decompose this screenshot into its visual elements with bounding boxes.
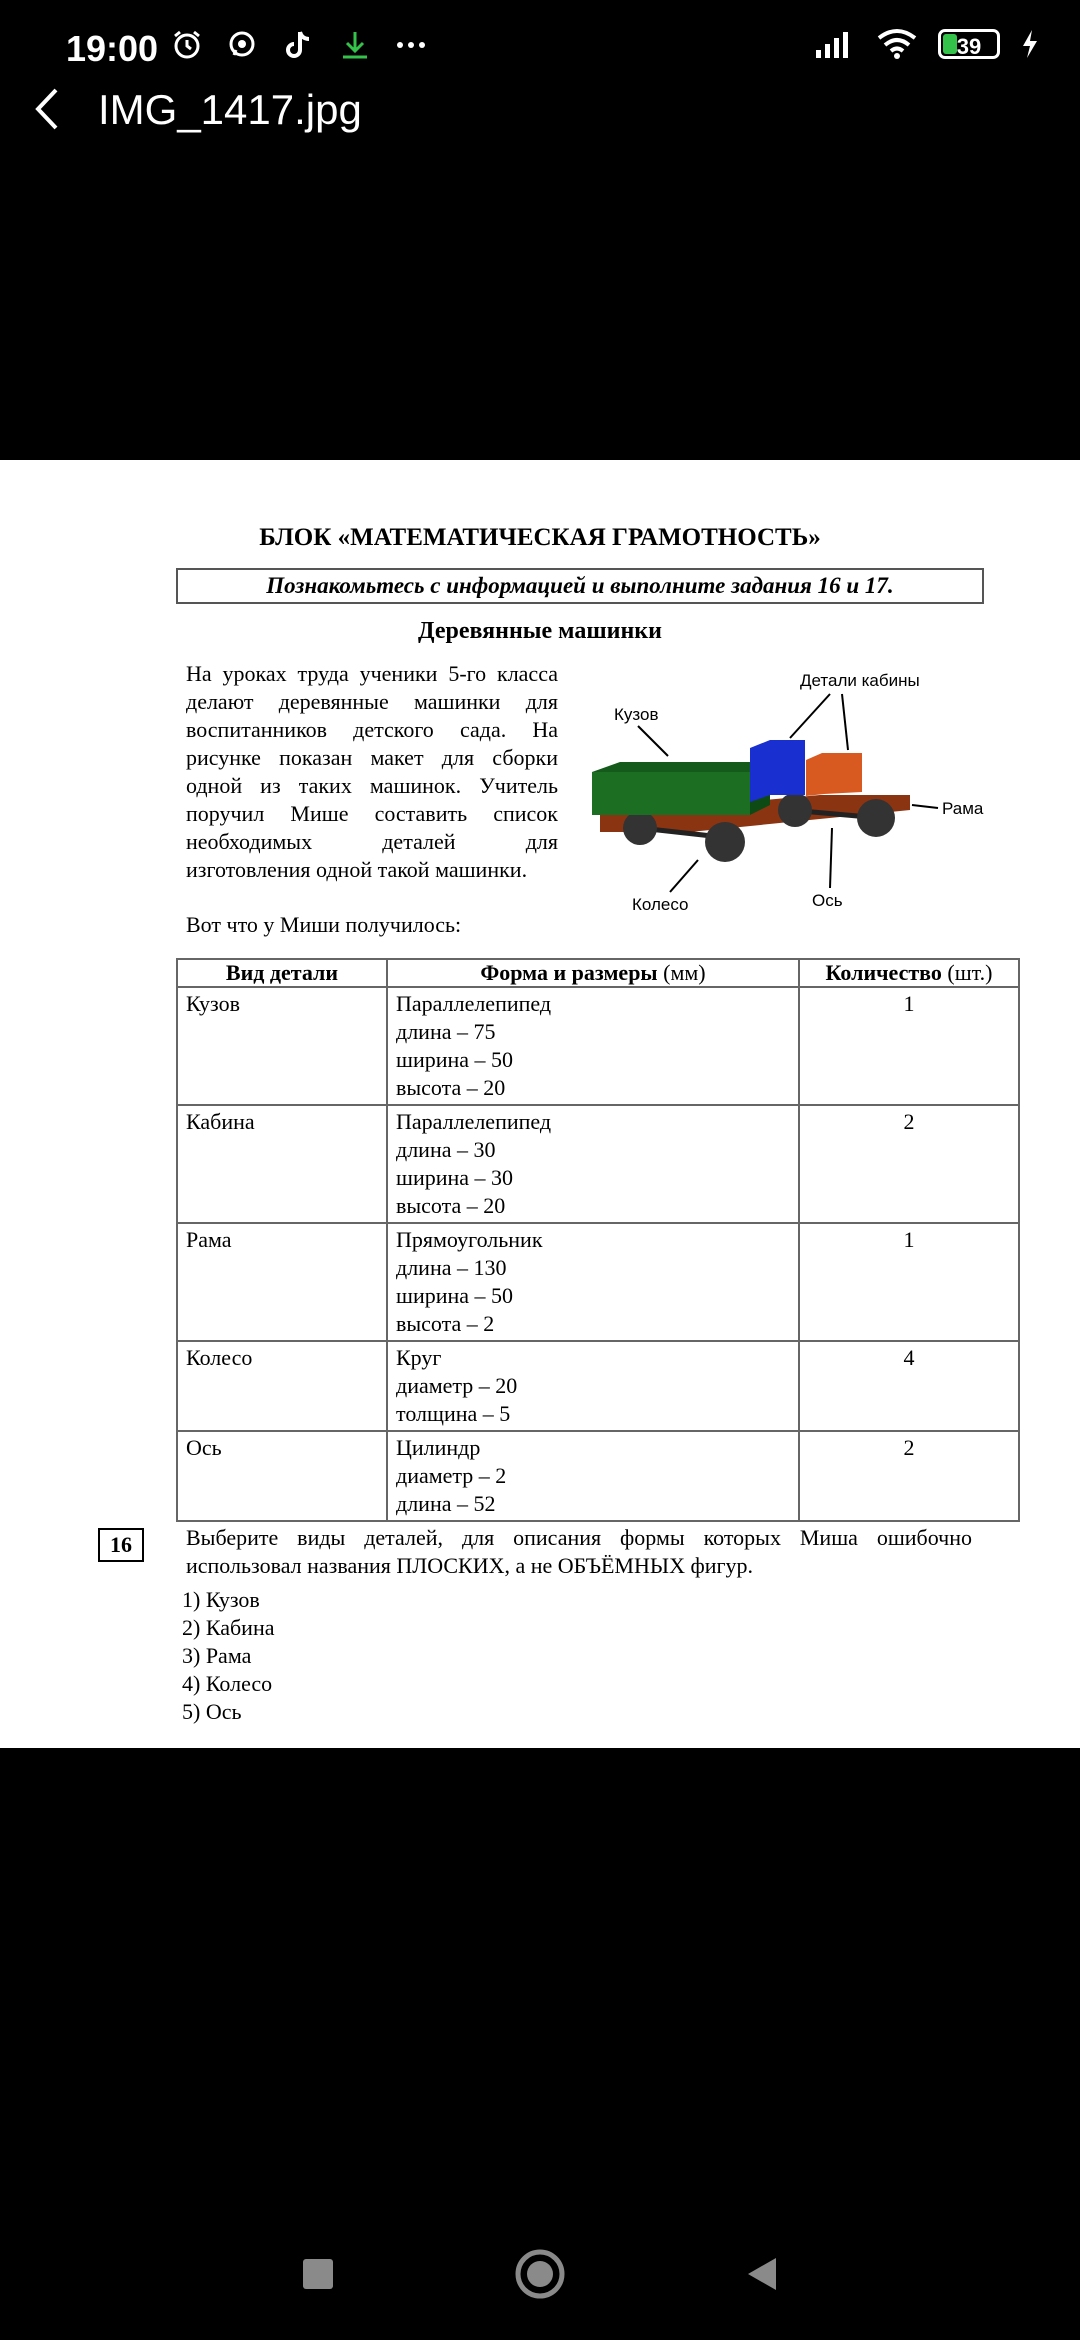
part-name: Кузов [177, 987, 387, 1105]
table-row [177, 987, 1019, 1105]
alarm-icon [170, 28, 204, 62]
cabin-orange [806, 753, 862, 796]
recents-button[interactable] [288, 2244, 348, 2304]
answer-option: 5) Ось [182, 1699, 242, 1724]
part-qty: 1 [799, 1223, 1019, 1341]
body-top [592, 762, 770, 772]
system-icons [814, 28, 1040, 60]
question-text: Выберите виды деталей, для описания формы которых Миша ошибочно использовал названия ПЛОСКИХ, а не ОБЪЁМНЫХ фигур. [186, 1525, 972, 1578]
car-figure [580, 660, 1010, 930]
part-qty: 1 [799, 987, 1019, 1105]
viewer-header [0, 80, 1080, 142]
intro-box: Познакомьтесь с информацией и выполните задания 16 и 17. [176, 568, 984, 604]
more-icon [394, 28, 428, 62]
part-shape: Прямоугольник длина – 130 ширина – 50 высота – 2 [387, 1223, 799, 1341]
answer-option: 2) Кабина [182, 1615, 275, 1640]
download-icon [338, 28, 372, 62]
wheel [705, 822, 745, 862]
label-frame: Рама [942, 799, 984, 818]
battery-icon [938, 29, 1000, 59]
label-pointer [842, 694, 848, 750]
answer-options [182, 1586, 274, 1726]
question-number: 16 [98, 1528, 144, 1562]
part-qty: 2 [799, 1431, 1019, 1521]
answer-option: 3) Рама [182, 1643, 252, 1668]
back-button[interactable] [28, 84, 68, 134]
table-header-row [177, 959, 1019, 987]
header-type: Вид детали [177, 959, 387, 987]
section-title: Деревянные машинки [418, 618, 662, 644]
part-shape: Круг диаметр – 20 толщина – 5 [387, 1341, 799, 1431]
charging-icon [1020, 28, 1040, 60]
navigation-bar [0, 2220, 1080, 2330]
label-wheel: Колесо [632, 895, 689, 914]
circle-icon [510, 2244, 570, 2304]
status-time: 19:00 [66, 28, 159, 69]
label-pointer [830, 828, 832, 888]
result-intro: Вот что у Миши получилось: [186, 912, 462, 937]
block-title: БЛОК «МАТЕМАТИЧЕСКАЯ ГРАМОТНОСТЬ» [259, 524, 821, 551]
square-icon [288, 2244, 348, 2304]
part-name: Ось [177, 1431, 387, 1521]
label-pointer [670, 860, 698, 892]
part-qty: 2 [799, 1105, 1019, 1223]
triangle-back-icon [732, 2244, 792, 2304]
part-shape: Параллелепипед длина – 75 ширина – 50 высота – 20 [387, 987, 799, 1105]
label-pointer [638, 726, 668, 756]
cabin-blue [750, 740, 805, 802]
wheel [778, 793, 812, 827]
intro-paragraph: На уроках труда ученики 5-го класса делают деревянные машинки для воспитанников детского сада. На рисунке показан макет для сборки одной из таких машинок. Учитель поручил Мише составить список необходимых деталей для изготовления одной такой машинки. [186, 661, 558, 882]
label-axle: Ось [812, 891, 843, 910]
part-qty: 4 [799, 1341, 1019, 1431]
back-nav-button[interactable] [732, 2244, 792, 2304]
wheel [857, 799, 895, 837]
parts-table [176, 958, 1020, 1522]
chevron-left-icon [28, 84, 68, 134]
table-row [177, 1105, 1019, 1223]
part-name: Рама [177, 1223, 387, 1341]
file-title: IMG_1417.jpg [98, 86, 362, 133]
table-row [177, 1431, 1019, 1521]
battery-level: 39 [956, 34, 982, 59]
part-shape: Цилиндр диаметр – 2 длина – 52 [387, 1431, 799, 1521]
header-qty: Количество (шт.) [799, 959, 1019, 987]
answer-option: 4) Колесо [182, 1671, 273, 1696]
label-cabin: Детали кабины [800, 671, 920, 690]
part-name: Колесо [177, 1341, 387, 1431]
table-row [177, 1341, 1019, 1431]
header-shape: Форма и размеры (мм) [387, 959, 799, 987]
part-name: Кабина [177, 1105, 387, 1223]
chat-icon [226, 28, 260, 62]
body-front [592, 772, 750, 815]
label-pointer [790, 694, 830, 738]
wheel [623, 811, 657, 845]
document-image[interactable] [0, 460, 1080, 1748]
tiktok-icon [282, 28, 316, 62]
label-body: Кузов [614, 705, 659, 724]
label-pointer [912, 805, 938, 808]
part-shape: Параллелепипед длина – 30 ширина – 30 высота – 20 [387, 1105, 799, 1223]
signal-icon [814, 28, 856, 60]
home-button[interactable] [510, 2244, 570, 2304]
answer-option: 1) Кузов [182, 1587, 260, 1612]
wifi-icon [876, 28, 918, 60]
notification-icons [170, 28, 428, 62]
table-row [177, 1223, 1019, 1341]
